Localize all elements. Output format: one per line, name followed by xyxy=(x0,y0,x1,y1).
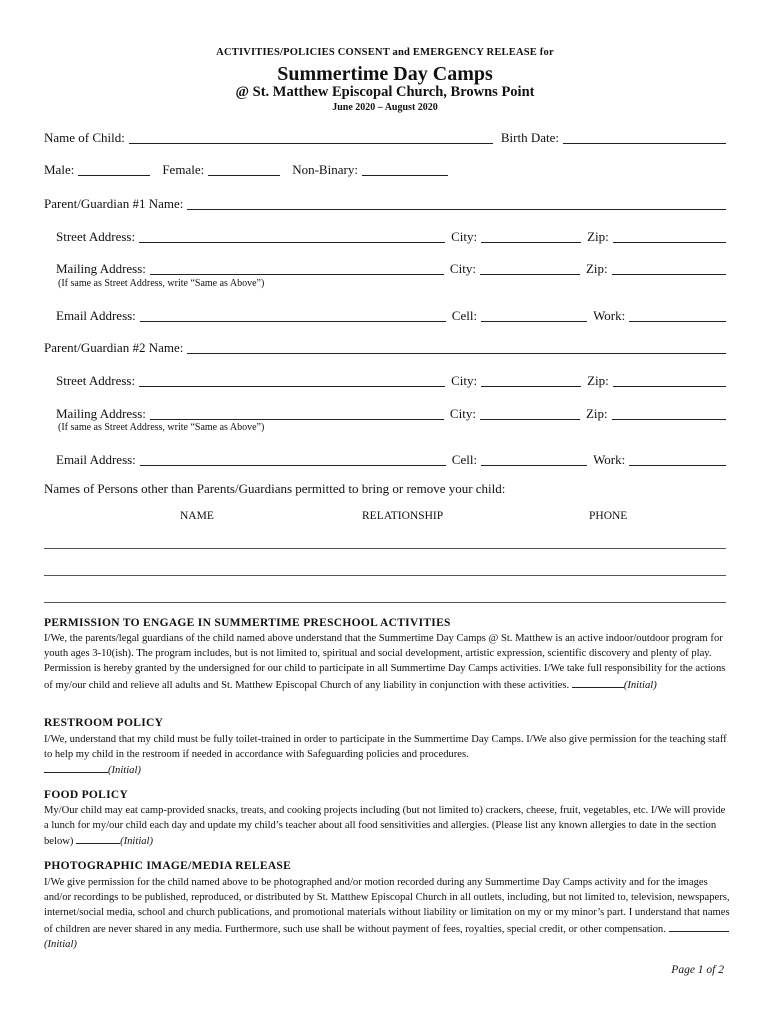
guardian1-name-row xyxy=(44,194,726,212)
child-name-row xyxy=(44,128,726,146)
nonbinary-label: Non-Binary: xyxy=(292,162,358,177)
photo-body xyxy=(44,875,730,952)
guardian2-email-row xyxy=(56,450,726,468)
guardian2-city-field[interactable] xyxy=(481,372,581,387)
guardian2-mailing-note: (If same as Street Address, write “Same as Above”) xyxy=(58,422,265,433)
guardian1-email-field[interactable] xyxy=(140,307,446,322)
guardian1-mzip-field[interactable] xyxy=(612,260,726,275)
form-title: Summertime Day Camps xyxy=(277,63,493,85)
male-label: Male: xyxy=(44,162,75,177)
female-label: Female: xyxy=(162,162,205,177)
guardian1-mcity-field[interactable] xyxy=(480,260,580,275)
column-header-name: NAME xyxy=(180,510,214,522)
restroom-heading: RESTROOM POLICY xyxy=(44,717,164,729)
guardian2-street-field[interactable] xyxy=(139,372,445,387)
permission-body xyxy=(44,631,730,693)
guardian2-mailing-field[interactable] xyxy=(150,405,444,420)
guardian2-email-field[interactable] xyxy=(140,451,446,466)
restroom-text: I/We, understand that my child must be fully toilet-trained in order to participate in the Summertime Day Camps. I/We also give permission for the teaching staff to help my child in the restroom if needed in accordance with Safeguarding policies and procedures. xyxy=(44,734,727,761)
nonbinary-field[interactable] xyxy=(362,161,448,176)
gender-row xyxy=(44,160,726,178)
photo-heading: PHOTOGRAPHIC IMAGE/MEDIA RELEASE xyxy=(44,860,292,872)
guardian2-mzip-label: Zip: xyxy=(585,406,608,421)
guardian2-email-label: Email Address: xyxy=(56,452,136,467)
photo-text: I/We give permission for the child named above to be photographed and/or motion recorded during any Summertime Day Camps activity and for the images and/or recordings to be published, reproduced, or distributed by St. Matthew Episcopal Church in all outlets, including, but not limited to, television, newspapers, internet/social media, school and church publications, and promotional materials without liability or limitation on my or my minor’s part. I understand that names of children are never shared in any media. Furthermore, such use shall be without payment of fees, royalties, special credit, or other compensation. xyxy=(44,877,730,935)
authorized-person-line-3[interactable] xyxy=(44,602,726,603)
guardian1-mailing-row xyxy=(56,259,726,277)
food-body xyxy=(44,803,730,850)
guardian2-name-row xyxy=(44,338,726,356)
birth-date-label: Birth Date: xyxy=(500,130,560,145)
guardian1-city-field[interactable] xyxy=(481,228,581,243)
guardian1-cell-field[interactable] xyxy=(481,307,587,322)
column-header-phone: PHONE xyxy=(589,510,628,522)
guardian2-name-field[interactable] xyxy=(187,339,726,354)
restroom-body xyxy=(44,732,730,779)
guardian1-zip-field[interactable] xyxy=(613,228,726,243)
permission-text: I/We, the parents/legal guardians of the child named above understand that the Summertime Day Camps @ St. Matthew is an active indoor/outdoor program for youth ages 3-10(ish). The program includes, but is not limited to, spiritual and social development, artistic expression, scientific discovery and plenty of play. Permission is hereby granted by the undersigned for our child to participate in all Summertime Day Camps activities. I/We take full responsibility for the actions of my/our child and relieve all adults and St. Matthew Episcopal Church of any liability in conjunction with these activities. xyxy=(44,633,726,691)
female-field[interactable] xyxy=(208,161,280,176)
guardian2-street-row xyxy=(56,371,726,389)
food-text: My/Our child may eat camp-provided snacks, treats, and cooking projects including (but not limited to) crackers, cheese, fruit, vegetables, etc. I/We will provide a lunch for my/our child each day and update my child’s teacher about all food sensitivities and allergies. (Please list any known allergies to date in the section below) xyxy=(44,805,726,848)
guardian2-city-label: City: xyxy=(451,373,478,388)
child-name-field[interactable] xyxy=(129,129,493,144)
restroom-initial-field[interactable] xyxy=(44,762,108,773)
guardian2-zip-label: Zip: xyxy=(587,373,609,388)
guardian1-name-label: Parent/Guardian #1 Name: xyxy=(44,196,184,211)
guardian2-name-label: Parent/Guardian #2 Name: xyxy=(44,340,184,355)
guardian2-mailing-row xyxy=(56,404,726,422)
guardian2-mcity-field[interactable] xyxy=(480,405,580,420)
guardian2-work-field[interactable] xyxy=(629,451,726,466)
guardian1-mailing-field[interactable] xyxy=(150,260,444,275)
birth-date-field[interactable] xyxy=(563,129,726,144)
authorized-persons-intro: Names of Persons other than Parents/Guardians permitted to bring or remove your child: xyxy=(44,481,506,496)
form-header-line: ACTIVITIES/POLICIES CONSENT and EMERGENCY RELEASE for xyxy=(216,47,554,58)
guardian1-work-label: Work: xyxy=(593,308,626,323)
guardian1-zip-label: Zip: xyxy=(587,229,609,244)
authorized-person-line-1[interactable] xyxy=(44,548,726,549)
form-location: @ St. Matthew Episcopal Church, Browns Point xyxy=(235,84,535,100)
guardian1-mzip-label: Zip: xyxy=(585,261,608,276)
photo-initial-field[interactable] xyxy=(669,921,729,932)
guardian2-mcity-label: City: xyxy=(449,406,476,421)
permission-initial-field[interactable] xyxy=(572,677,624,688)
guardian1-street-label: Street Address: xyxy=(56,229,136,244)
guardian2-cell-label: Cell: xyxy=(451,452,478,467)
guardian1-mcity-label: City: xyxy=(449,261,476,276)
guardian2-mzip-field[interactable] xyxy=(612,405,726,420)
food-initial-label: (Initial) xyxy=(120,836,154,848)
guardian2-zip-field[interactable] xyxy=(613,372,726,387)
guardian1-cell-label: Cell: xyxy=(451,308,478,323)
food-initial-field[interactable] xyxy=(76,833,120,844)
guardian1-work-field[interactable] xyxy=(629,307,726,322)
guardian1-street-row xyxy=(56,227,726,245)
column-header-relationship: RELATIONSHIP xyxy=(362,510,444,522)
photo-initial-label: (Initial) xyxy=(44,938,77,950)
guardian2-street-label: Street Address: xyxy=(56,373,136,388)
guardian2-work-label: Work: xyxy=(593,452,626,467)
male-field[interactable] xyxy=(78,161,150,176)
guardian1-email-label: Email Address: xyxy=(56,308,136,323)
permission-initial-label: (Initial) xyxy=(623,679,657,691)
guardian2-cell-field[interactable] xyxy=(481,451,587,466)
guardian1-mailing-note: (If same as Street Address, write “Same as Above”) xyxy=(58,278,265,289)
restroom-initial-label: (Initial) xyxy=(108,765,141,777)
guardian1-email-row xyxy=(56,306,726,324)
guardian1-street-field[interactable] xyxy=(139,228,445,243)
guardian1-city-label: City: xyxy=(451,229,478,244)
form-dates: June 2020 – August 2020 xyxy=(332,102,438,113)
permission-heading: PERMISSION TO ENGAGE IN SUMMERTIME PRESCHOOL ACTIVITIES xyxy=(44,617,451,629)
child-name-label: Name of Child: xyxy=(44,130,125,145)
guardian1-name-field[interactable] xyxy=(187,195,726,210)
guardian1-mailing-label: Mailing Address: xyxy=(56,261,146,276)
authorized-person-line-2[interactable] xyxy=(44,575,726,576)
food-heading: FOOD POLICY xyxy=(44,789,129,801)
guardian2-mailing-label: Mailing Address: xyxy=(56,406,146,421)
page-number: Page 1 of 2 xyxy=(671,964,724,976)
